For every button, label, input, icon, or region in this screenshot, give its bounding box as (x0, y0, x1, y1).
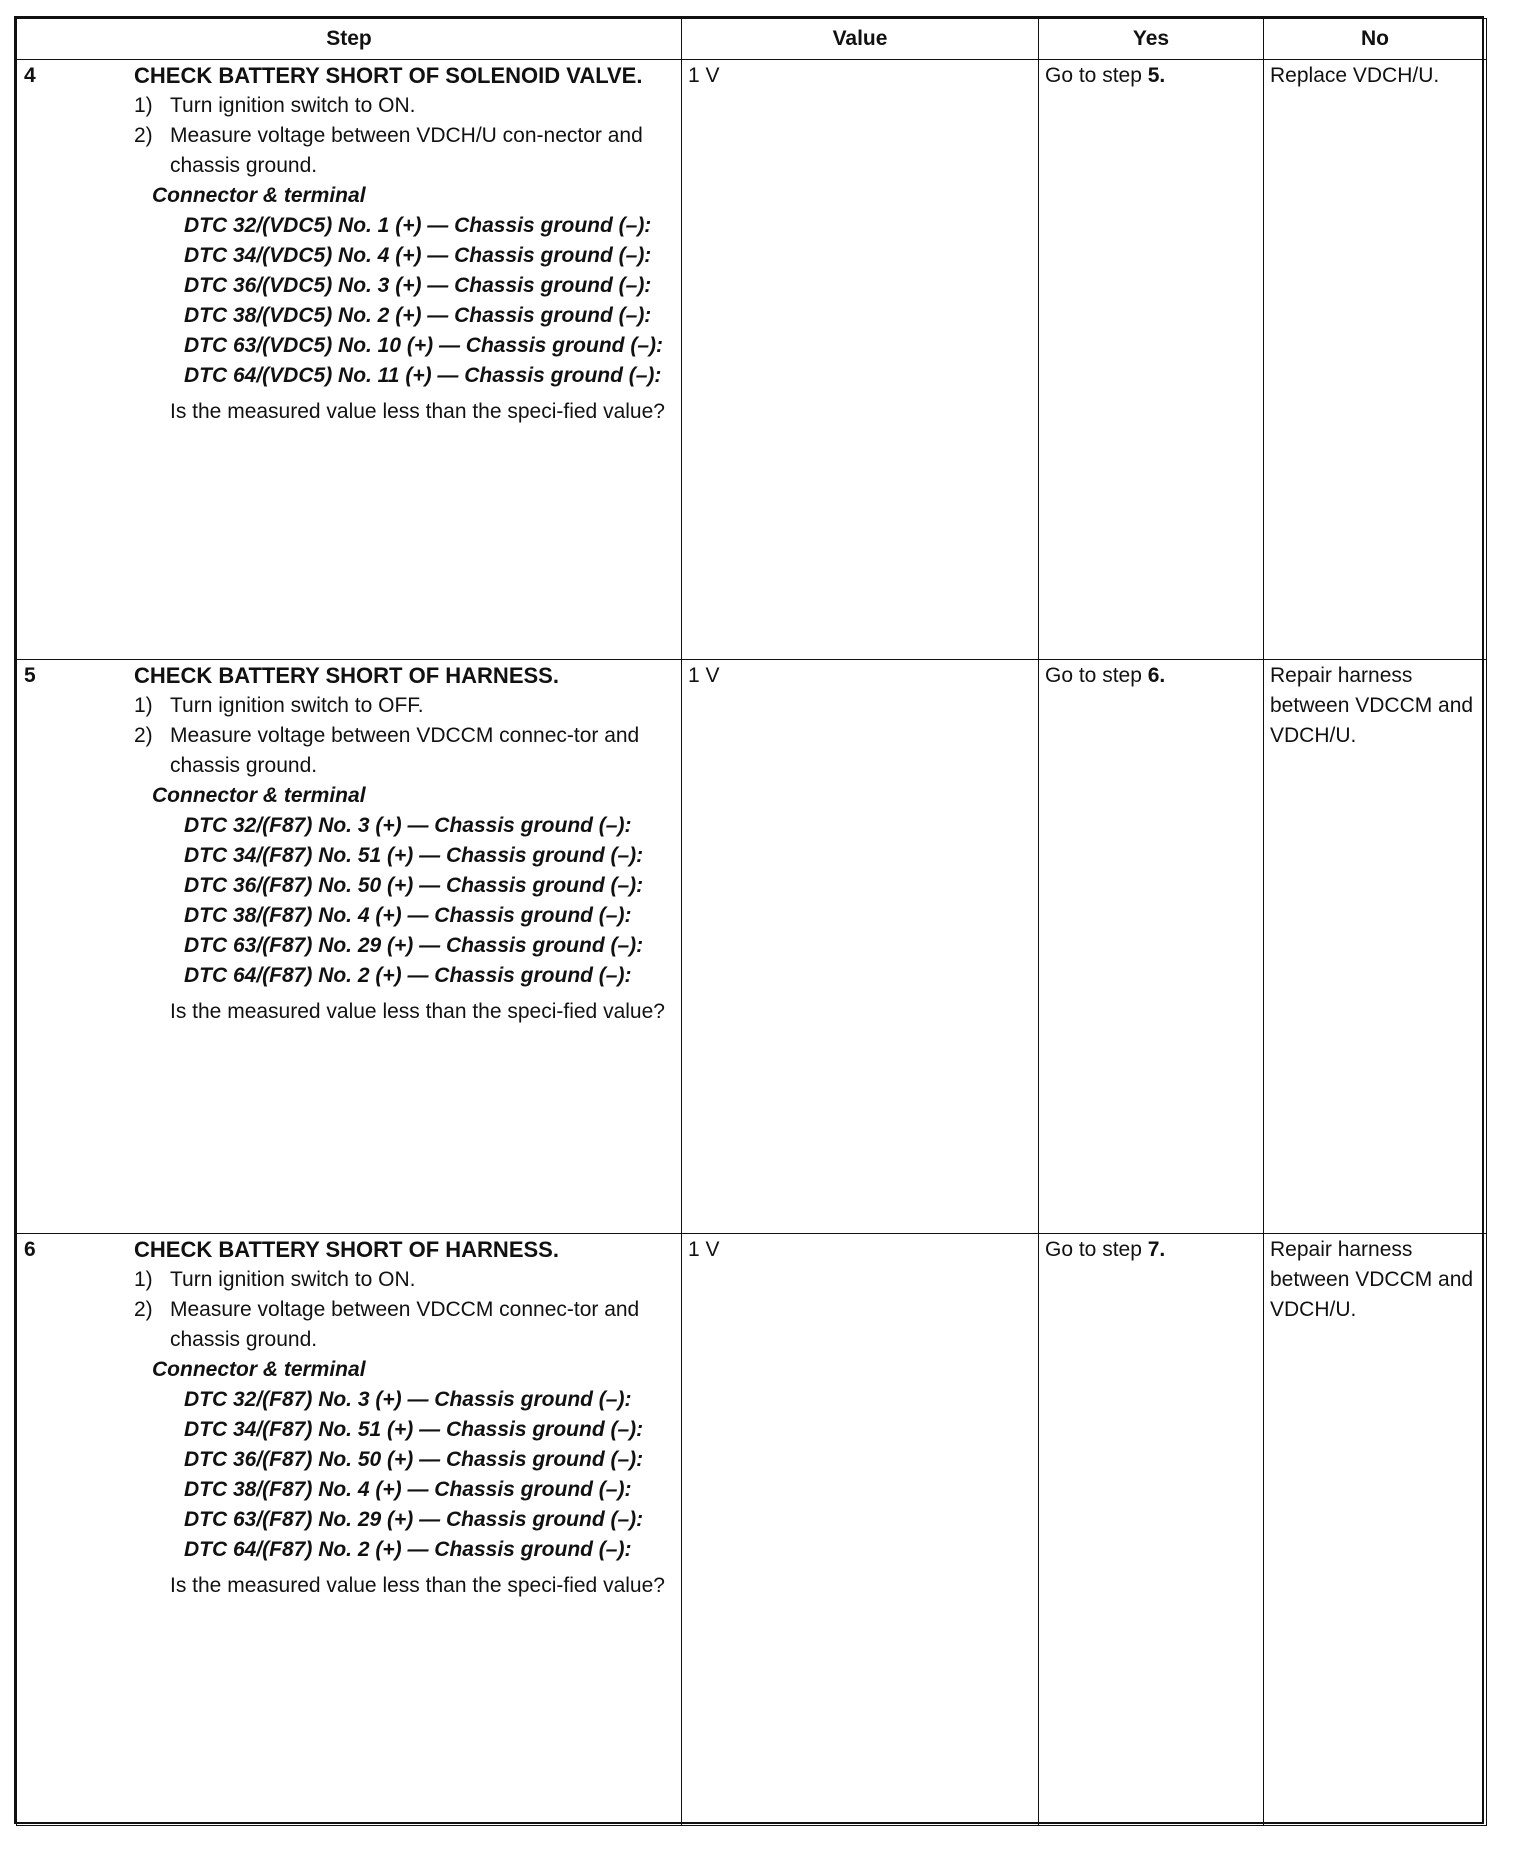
yes-prefix: Go to step (1045, 1238, 1148, 1261)
dtc-line: DTC 63/(F87) No. 29 (+) — Chassis ground (–): (184, 1508, 644, 1531)
table-row (17, 60, 1487, 660)
step-cell (17, 60, 682, 660)
yes-prefix: Go to step (1045, 664, 1148, 687)
yes-step-link: 5. (1147, 64, 1166, 87)
step-question: Is the measured value less than the speci-fied value? (170, 1574, 665, 1597)
instruction-text: Measure voltage between VDCCM connec-tor and chassis ground. (170, 724, 640, 777)
step-question: Is the measured value less than the speci-fied value? (170, 400, 665, 423)
instruction-item (134, 121, 673, 181)
table-row (17, 1234, 1487, 1826)
dtc-line: DTC 36/(VDC5) No. 3 (+) — Chassis ground (–): (184, 274, 652, 297)
step-number: 6 (24, 1238, 36, 1261)
step-text (134, 1234, 681, 1601)
instruction-number: 2) (134, 724, 153, 747)
dtc-line: DTC 63/(F87) No. 29 (+) — Chassis ground (–): (184, 934, 644, 957)
yes-step-link: 6. (1147, 664, 1166, 687)
yes-prefix: Go to step (1045, 64, 1148, 87)
value-cell: 1 V (682, 60, 1039, 660)
dtc-line: DTC 63/(VDC5) No. 10 (+) — Chassis ground (–): (184, 334, 663, 357)
dtc-line: DTC 32/(F87) No. 3 (+) — Chassis ground (–): (184, 1388, 632, 1411)
instruction-text: Turn ignition switch to ON. (170, 1268, 416, 1291)
dtc-line: DTC 38/(F87) No. 4 (+) — Chassis ground (–): (184, 904, 632, 927)
instruction-number: 2) (134, 124, 153, 147)
instruction-number: 1) (134, 94, 153, 117)
instruction-item (134, 1295, 673, 1355)
header-yes: Yes (1039, 19, 1264, 60)
dtc-line: DTC 34/(VDC5) No. 4 (+) — Chassis ground (–): (184, 244, 652, 267)
step-cell (17, 660, 682, 1234)
header-row (17, 19, 1487, 60)
step-text (134, 60, 681, 427)
yes-cell (1039, 660, 1264, 1234)
instruction-item (134, 91, 673, 121)
dtc-line: DTC 34/(F87) No. 51 (+) — Chassis ground (–): (184, 844, 644, 867)
step-text (134, 660, 681, 1027)
instruction-text: Measure voltage between VDCCM connec-tor and chassis ground. (170, 1298, 640, 1351)
instruction-item (134, 1265, 673, 1295)
dtc-line: DTC 64/(F87) No. 2 (+) — Chassis ground (–): (184, 964, 632, 987)
header-step: Step (17, 19, 682, 60)
value-cell: 1 V (682, 660, 1039, 1234)
instruction-number: 1) (134, 1268, 153, 1291)
dtc-line: DTC 38/(VDC5) No. 2 (+) — Chassis ground (–): (184, 304, 652, 327)
dtc-line: DTC 64/(F87) No. 2 (+) — Chassis ground (–): (184, 1538, 632, 1561)
instruction-item (134, 691, 673, 721)
yes-cell (1039, 1234, 1264, 1826)
step-question: Is the measured value less than the speci-fied value? (170, 1000, 665, 1023)
header-value: Value (682, 19, 1039, 60)
dtc-line: DTC 36/(F87) No. 50 (+) — Chassis ground (–): (184, 1448, 644, 1471)
step-number: 5 (24, 664, 36, 687)
instruction-item (134, 721, 673, 781)
table-row (17, 660, 1487, 1234)
connector-terminal-label: Connector & terminal (152, 784, 366, 807)
connector-terminal-label: Connector & terminal (152, 1358, 366, 1381)
yes-step-link: 7. (1147, 1238, 1166, 1261)
header-no: No (1264, 19, 1487, 60)
diagnostic-table-sheet (14, 16, 1484, 1824)
step-title: CHECK BATTERY SHORT OF HARNESS. (134, 663, 559, 688)
no-cell: Replace VDCH/U. (1264, 60, 1487, 660)
connector-terminal-label: Connector & terminal (152, 184, 366, 207)
instruction-text: Measure voltage between VDCH/U con-nector and chassis ground. (170, 124, 643, 177)
dtc-line: DTC 64/(VDC5) No. 11 (+) — Chassis ground (–): (184, 364, 662, 387)
dtc-line: DTC 34/(F87) No. 51 (+) — Chassis ground (–): (184, 1418, 644, 1441)
yes-cell (1039, 60, 1264, 660)
instruction-number: 2) (134, 1298, 153, 1321)
dtc-line: DTC 32/(VDC5) No. 1 (+) — Chassis ground (–): (184, 214, 652, 237)
no-cell: Repair harness between VDCCM and VDCH/U. (1264, 1234, 1487, 1826)
step-title: CHECK BATTERY SHORT OF HARNESS. (134, 1237, 559, 1262)
instruction-number: 1) (134, 694, 153, 717)
diagnostic-table (16, 18, 1487, 1826)
step-cell (17, 1234, 682, 1826)
value-cell: 1 V (682, 1234, 1039, 1826)
dtc-line: DTC 36/(F87) No. 50 (+) — Chassis ground (–): (184, 874, 644, 897)
dtc-line: DTC 38/(F87) No. 4 (+) — Chassis ground (–): (184, 1478, 632, 1501)
step-number: 4 (24, 64, 36, 87)
instruction-text: Turn ignition switch to ON. (170, 94, 416, 117)
dtc-line: DTC 32/(F87) No. 3 (+) — Chassis ground (–): (184, 814, 632, 837)
step-title: CHECK BATTERY SHORT OF SOLENOID VALVE. (134, 63, 643, 88)
no-cell: Repair harness between VDCCM and VDCH/U. (1264, 660, 1487, 1234)
instruction-text: Turn ignition switch to OFF. (170, 694, 424, 717)
